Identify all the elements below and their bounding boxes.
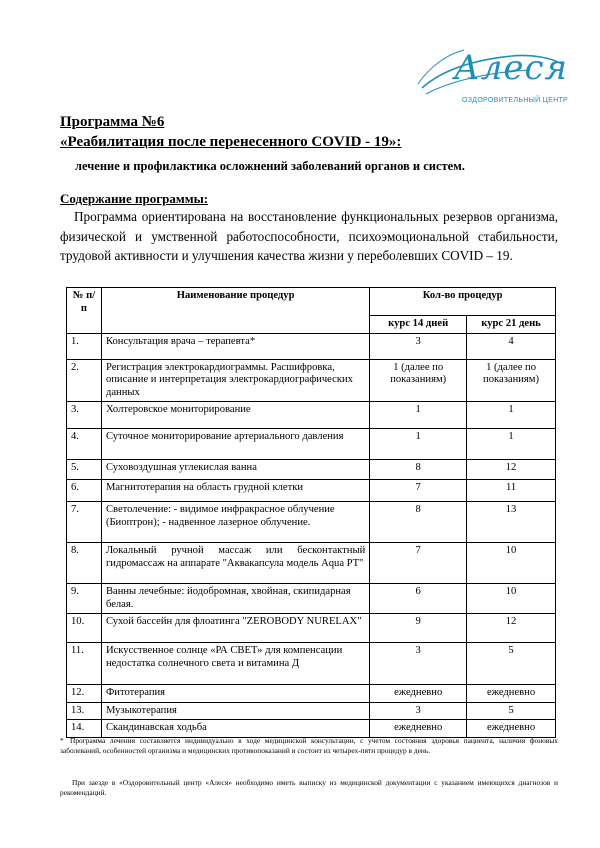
row-name: Музыкотерапия — [101, 702, 369, 720]
row-num: 1. — [67, 333, 102, 359]
content-heading: Содержание программы: — [60, 191, 209, 206]
row-num: 7. — [67, 502, 102, 543]
row-course-21: 1 — [467, 429, 556, 460]
row-name: Ванны лечебные: йодобромная, хвойная, скипидарная белая. — [101, 584, 369, 614]
header-count: Кол-во процедур — [370, 288, 556, 316]
row-course-21: 1 (далее по показаниям) — [467, 359, 556, 402]
row-course-21: 5 — [467, 702, 556, 720]
row-course-14: 8 — [370, 460, 467, 480]
header-course-14: курс 14 дней — [370, 316, 467, 334]
brand-logo — [412, 40, 572, 112]
table-row — [67, 480, 556, 502]
row-course-21: 4 — [467, 333, 556, 359]
logo-wordmark: Алеся — [454, 48, 569, 88]
row-course-14: ежедневно — [370, 685, 467, 703]
row-num: 13. — [67, 702, 102, 720]
header-num: № п/п — [67, 288, 102, 334]
row-course-21: 12 — [467, 614, 556, 643]
program-description: Программа ориентирована на восстановление функциональных резервов организма, физической и умственной работоспособности, психоэмоциональной стабильности, трудовой активности и улучшения качества жизни у переболевших COVID – 19. — [60, 209, 558, 263]
table-row — [67, 614, 556, 643]
table-row — [67, 643, 556, 685]
row-course-14: 3 — [370, 643, 467, 685]
row-num: 10. — [67, 614, 102, 643]
table-row — [67, 402, 556, 429]
row-course-21: 1 — [467, 402, 556, 429]
program-subtitle: лечение и профилактика осложнений заболеваний органов и систем. — [75, 159, 465, 173]
table-header-row — [67, 288, 556, 316]
header-course-21: курс 21 день — [467, 316, 556, 334]
row-num: 8. — [67, 543, 102, 584]
table-row — [67, 429, 556, 460]
arrival-note: При заезде в «Оздоровительный центр «Алеся» необходимо иметь выписку из медицинской документации с указанием имеющихся диагнозов и рекомендаций. — [60, 778, 558, 797]
row-course-14: 3 — [370, 702, 467, 720]
row-course-14: 1 (далее по показаниям) — [370, 359, 467, 402]
row-course-14: 7 — [370, 543, 467, 584]
table-row — [67, 460, 556, 480]
row-name: Магнитотерапия на область грудной клетки — [101, 480, 369, 502]
footnote-star: * — [60, 736, 64, 745]
row-course-21: 11 — [467, 480, 556, 502]
table-row — [67, 685, 556, 703]
row-name: Искусственное солнце «РА СВЕТ» для компенсации недостатка солнечного света и витамина Д — [101, 643, 369, 685]
row-name: Скандинавская ходьба — [101, 720, 369, 738]
table-row — [67, 543, 556, 584]
table-row — [67, 702, 556, 720]
table-row — [67, 359, 556, 402]
footnote-text: Программа лечения составляется индивидуально в ходе медицинской консультации, с учетом состояния здоровья пациента, наличия фоновых заболеваний, особенностей организма и медицинских противопоказаний и состоит из четырех-пяти процедур в день. — [60, 736, 558, 755]
row-course-14: 1 — [370, 429, 467, 460]
row-num: 3. — [67, 402, 102, 429]
row-num: 4. — [67, 429, 102, 460]
procedures-table — [66, 287, 556, 738]
table-row — [67, 333, 556, 359]
row-course-21: ежедневно — [467, 685, 556, 703]
row-name: Холтеровское мониторирование — [101, 402, 369, 429]
row-course-14: 3 — [370, 333, 467, 359]
row-course-14: 6 — [370, 584, 467, 614]
row-course-14: 8 — [370, 502, 467, 543]
row-num: 5. — [67, 460, 102, 480]
row-course-21: 10 — [467, 543, 556, 584]
row-course-21: 13 — [467, 502, 556, 543]
row-course-14: 9 — [370, 614, 467, 643]
row-course-21: 12 — [467, 460, 556, 480]
row-num: 11. — [67, 643, 102, 685]
row-course-21: 10 — [467, 584, 556, 614]
row-name: Суточное мониторирование артериального давления — [101, 429, 369, 460]
row-num: 12. — [67, 685, 102, 703]
header-name: Наименование процедур — [101, 288, 369, 334]
row-course-14: 1 — [370, 402, 467, 429]
table-row — [67, 502, 556, 543]
program-number: Программа №6 — [60, 114, 165, 130]
row-course-14: 7 — [370, 480, 467, 502]
row-course-21: 5 — [467, 643, 556, 685]
row-name: Светолечение: - видимое инфракрасное облучение (Биоптрон); - надвенное лазерное облучение. — [101, 502, 369, 543]
row-num: 6. — [67, 480, 102, 502]
row-name: Суховоздушная углекислая ванна — [101, 460, 369, 480]
row-name: Сухой бассейн для флоатинга "ZEROBODY NURELAX" — [101, 614, 369, 643]
row-name: Фитотерапия — [101, 685, 369, 703]
logo-subtitle: ОЗДОРОВИТЕЛЬНЫЙ ЦЕНТР — [462, 97, 569, 104]
row-name: Консультация врача – терапевта* — [101, 333, 369, 359]
program-name: «Реабилитация после перенесенного COVID - 19»: — [60, 134, 402, 150]
row-num: 14. — [67, 720, 102, 738]
row-course-21: ежедневно — [467, 720, 556, 738]
row-course-14: ежедневно — [370, 720, 467, 738]
table-row — [67, 584, 556, 614]
footnote — [60, 736, 558, 756]
row-name: Регистрация электрокардиограммы. Расшифровка, описание и интерпретация электрокардиографических данных — [101, 359, 369, 402]
row-num: 2. — [67, 359, 102, 402]
row-num: 9. — [67, 584, 102, 614]
row-name: Локальный ручной массаж или бесконтактный гидромассаж на аппарате "Аквакапсула модель Aqua PT" — [101, 543, 369, 584]
table-row — [67, 720, 556, 738]
